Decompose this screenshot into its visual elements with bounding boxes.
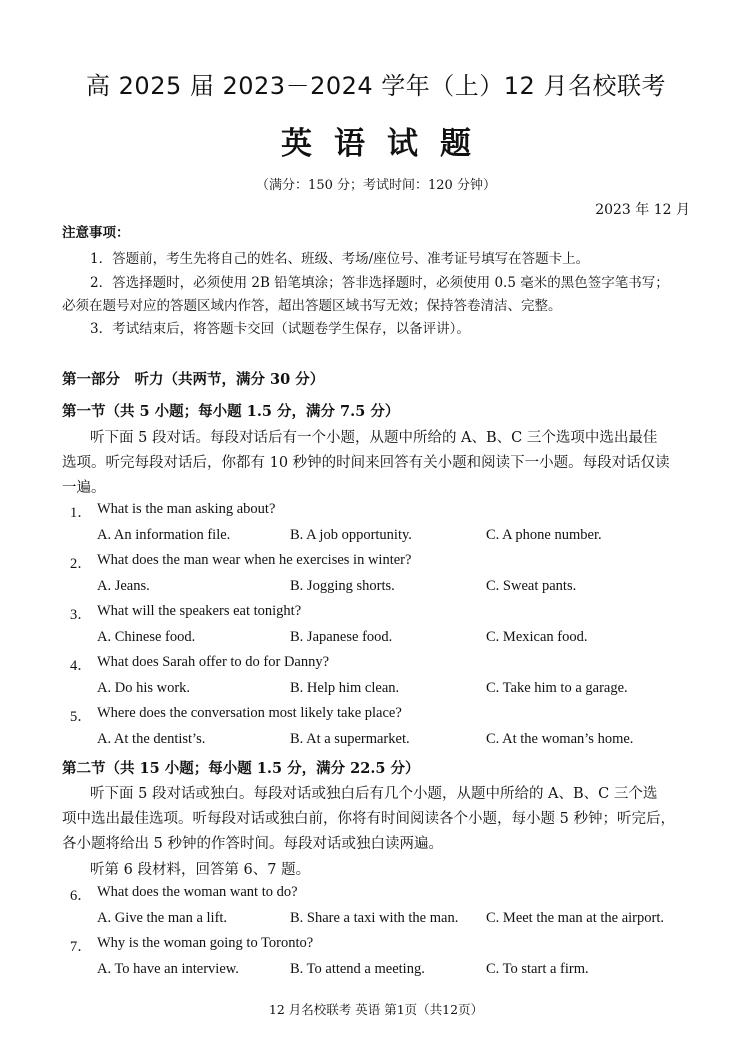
- question-stem: Where does the conversation most likely take place?: [97, 705, 402, 721]
- section1-instruction: 一遍。: [62, 480, 106, 496]
- section1-instruction: 听下面 5 段对话。每段对话后有一个小题，从题中所给的 A、B、C 三个选项中选出最佳: [90, 430, 658, 446]
- options-6: [0, 910, 752, 932]
- notice-line: 必须在题号对应的答题区域内作答，超出答题区域书写无效；保持答卷清洁、完整。: [62, 298, 562, 314]
- material-note: 听第 6 段材料，回答第 6、7 题。: [90, 862, 311, 878]
- section2-title: 第二节（共 15 小题；每小题 1.5 分，满分 22.5 分）: [62, 760, 420, 777]
- option-b: B. Japanese food.: [290, 629, 393, 645]
- question-number: 7．: [70, 939, 92, 955]
- option-a: A. Do his work.: [97, 680, 191, 696]
- option-b: B. Help him clean.: [290, 680, 400, 696]
- options-1: [0, 527, 752, 549]
- part1-title: 第一部分 听力（共两节，满分 30 分）: [62, 371, 325, 388]
- question-stem: What will the speakers eat tonight?: [97, 603, 302, 619]
- option-c: C. A phone number.: [486, 527, 602, 543]
- options-2: [0, 578, 752, 600]
- section2-instruction: 项中选出最佳选项。听每段对话或独白前，你将有时间阅读各个小题，每小题 5 秒钟；听完后，: [62, 811, 675, 827]
- question-stem: What does the woman want to do?: [97, 884, 298, 900]
- question-4: [0, 654, 752, 676]
- exam-title: 高 2025 届 2023－2024 学年（上）12 月名校联考: [86, 72, 666, 100]
- question-stem: What does the man wear when he exercises in winter?: [97, 552, 412, 568]
- option-b: B. A job opportunity.: [290, 527, 412, 543]
- option-a: A. Jeans.: [97, 578, 150, 594]
- question-number: 3．: [70, 607, 92, 623]
- question-7: [0, 935, 752, 957]
- option-b: B. Jogging shorts.: [290, 578, 395, 594]
- question-stem: What is the man asking about?: [97, 501, 276, 517]
- option-a: A. An information file.: [97, 527, 231, 543]
- section2-instruction: 听下面 5 段对话或独白。每段对话或独白后有几个小题，从题中所给的 A、B、C 三个选: [90, 786, 658, 802]
- question-6: [0, 884, 752, 906]
- option-c: C. Meet the man at the airport.: [486, 910, 664, 926]
- option-c: C. Sweat pants.: [486, 578, 577, 594]
- exam-info: （满分：150 分；考试时间：120 分钟）: [256, 178, 496, 193]
- question-number: 6．: [70, 888, 92, 904]
- options-7: [0, 961, 752, 983]
- subject-title: 英语试题: [281, 126, 493, 162]
- option-b: B. Share a taxi with the man.: [290, 910, 459, 926]
- option-c: C. At the woman’s home.: [486, 731, 634, 747]
- notice-heading: 注意事项：: [62, 225, 130, 241]
- question-number: 4．: [70, 658, 92, 674]
- option-c: C. Mexican food.: [486, 629, 588, 645]
- exam-date: 2023 年 12 月: [595, 202, 690, 218]
- question-1: [0, 501, 752, 523]
- question-number: 5．: [70, 709, 92, 725]
- question-stem: What does Sarah offer to do for Danny?: [97, 654, 330, 670]
- notice-line: 2．答选择题时，必须使用 2B 铅笔填涂；答非选择题时，必须使用 0.5 毫米的黑色签字笔书写；: [90, 275, 669, 291]
- section1-title: 第一节（共 5 小题；每小题 1.5 分，满分 7.5 分）: [62, 403, 400, 420]
- question-3: [0, 603, 752, 625]
- option-b: B. To attend a meeting.: [290, 961, 425, 977]
- question-number: 1．: [70, 505, 92, 521]
- question-stem: Why is the woman going to Toronto?: [97, 935, 314, 951]
- page-footer: 12 月名校联考 英语 第1页（共12页）: [268, 1002, 484, 1017]
- option-a: A. Chinese food.: [97, 629, 196, 645]
- section1-instruction: 选项。听完每段对话后，你都有 10 秒钟的时间来回答有关小题和阅读下一小题。每段对话仅读: [62, 455, 670, 471]
- option-c: C. Take him to a garage.: [486, 680, 628, 696]
- question-5: [0, 705, 752, 727]
- question-2: [0, 552, 752, 574]
- option-a: A. To have an interview.: [97, 961, 239, 977]
- options-3: [0, 629, 752, 651]
- notice-line: 1．答题前，考生先将自己的姓名、班级、考场/座位号、准考证号填写在答题卡上。: [90, 251, 590, 267]
- options-4: [0, 680, 752, 702]
- section2-instruction: 各小题将给出 5 秒钟的作答时间。每段对话或独白读两遍。: [62, 836, 443, 852]
- options-5: [0, 731, 752, 753]
- option-c: C. To start a firm.: [486, 961, 589, 977]
- option-a: A. Give the man a lift.: [97, 910, 228, 926]
- option-a: A. At the dentist’s.: [97, 731, 206, 747]
- notice-line: 3．考试结束后，将答题卡交回（试题卷学生保存，以备评讲）。: [90, 321, 470, 337]
- option-b: B. At a supermarket.: [290, 731, 410, 747]
- question-number: 2．: [70, 556, 92, 572]
